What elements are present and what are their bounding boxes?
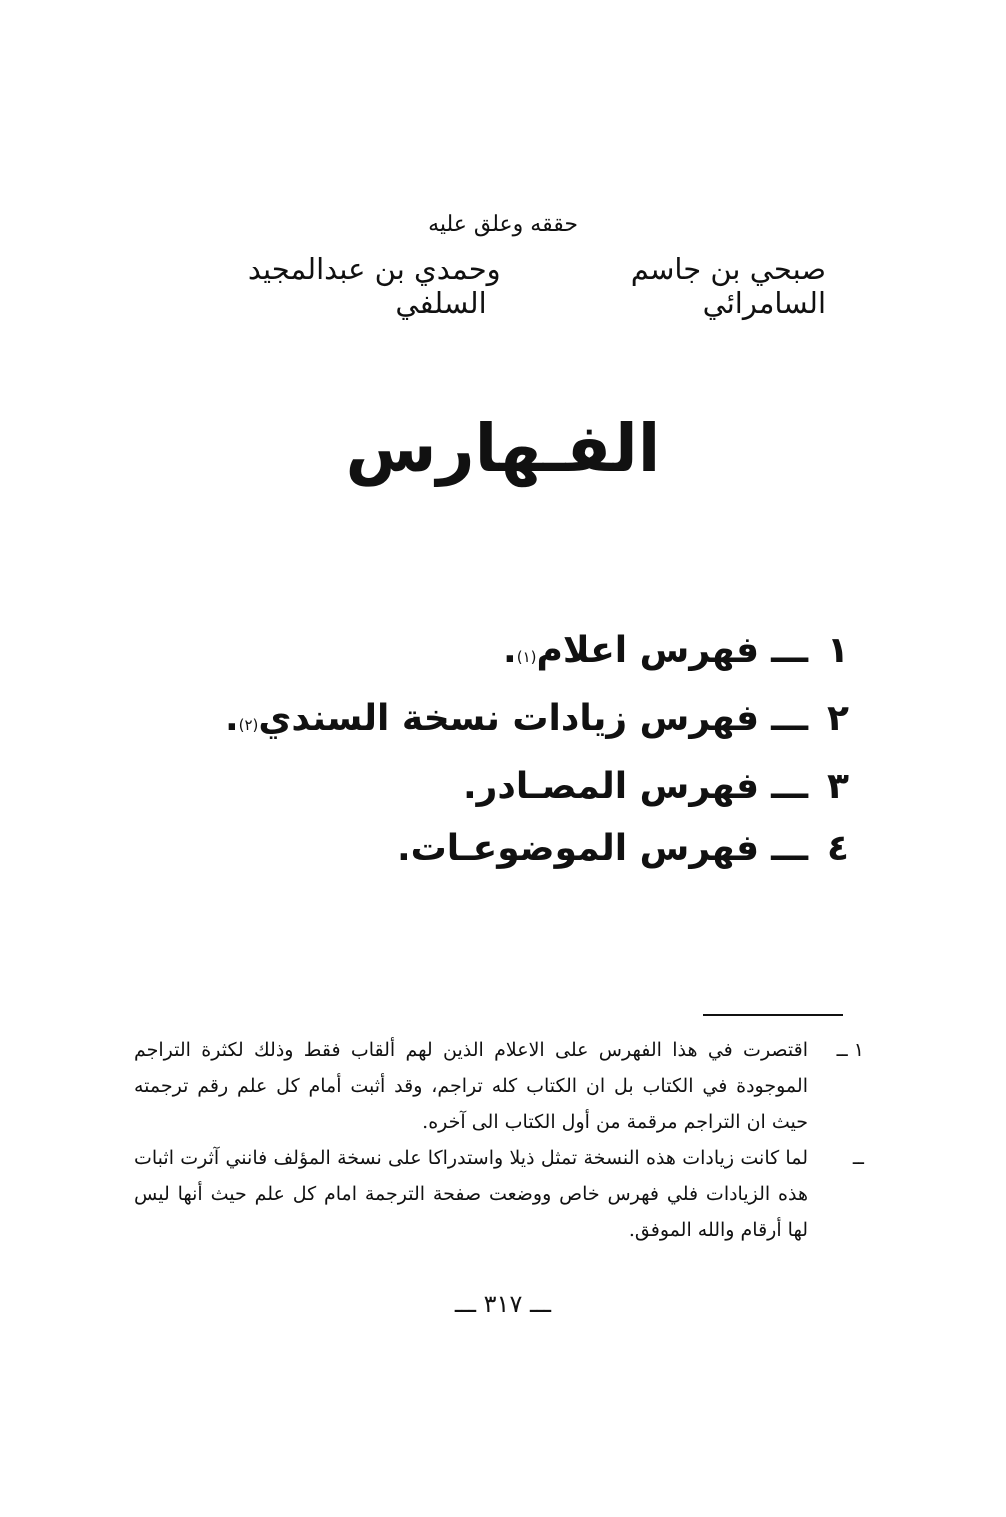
footnote	[134, 1032, 864, 1140]
editor-second: حمدي بن عبدالمجيد السلفي	[247, 252, 487, 320]
page-title: الفـهارس	[345, 410, 661, 487]
footnote-text: لما كانت زيادات هذه النسخة تمثل ذيلا واستدراكا على نسخة المؤلف فانني آثرت اثبات هذه الزيادات فلي فهرس خاص ووضعت صفحة الترجمة امام كل علم حيث أنها ليس لها أرقام والله الموفق.	[134, 1147, 808, 1241]
index-item-number: ٢	[827, 698, 849, 739]
index-item-dash: ـــ	[771, 698, 808, 739]
index-item	[156, 756, 856, 818]
index-item-text: فهرس زيادات نسخة السندي	[258, 698, 760, 739]
footnote	[134, 1140, 864, 1248]
editor-caption: حققه وعلق عليه	[428, 212, 578, 237]
index-item-dash: ـــ	[771, 630, 808, 671]
editor-first: صبحي بن جاسم السامرائي	[630, 252, 826, 320]
index-item	[156, 688, 856, 756]
footnote-ref: (١)	[516, 648, 537, 666]
index-item-text: فهرس اعلام	[536, 630, 760, 671]
footnote-marker: ١ ــ	[836, 1039, 864, 1061]
index-item-dash: ـــ	[771, 766, 808, 807]
index-item-text: فهرس الموضوعـات	[410, 828, 760, 869]
index-item-number: ٣	[827, 766, 849, 807]
index-item-number: ١	[827, 630, 849, 671]
footnote-text: اقتصرت في هذا الفهرس على الاعلام الذين لهم ألقاب فقط وذلك لكثرة التراجم الموجودة في الكتاب بل ان الكتاب كله تراجم، وقد أثبت أمام كل علم رقم ترجمته حيث ان التراجم مرقمة من أول الكتاب الى آخره.	[134, 1039, 808, 1133]
page-number: ـــ ٣١٧ ـــ	[454, 1290, 552, 1318]
footnotes	[134, 1032, 864, 1248]
footnote-divider	[703, 1014, 843, 1016]
index-item-end: .	[396, 828, 411, 869]
index-item	[156, 620, 856, 688]
index-item-end: .	[224, 698, 239, 739]
footnote-ref: (٢)	[238, 716, 259, 734]
index-item-dash: ـــ	[771, 828, 808, 869]
index-item-text: فهرس المصـادر	[476, 766, 760, 807]
index-item-number: ٤	[827, 828, 849, 869]
editors-line	[150, 252, 826, 320]
index-list	[156, 620, 856, 880]
index-item	[156, 818, 856, 880]
index-item-end: .	[462, 766, 477, 807]
footnote-marker: ــ	[852, 1147, 864, 1169]
index-item-end: .	[503, 630, 517, 671]
editor-conjunction: و	[486, 252, 501, 286]
